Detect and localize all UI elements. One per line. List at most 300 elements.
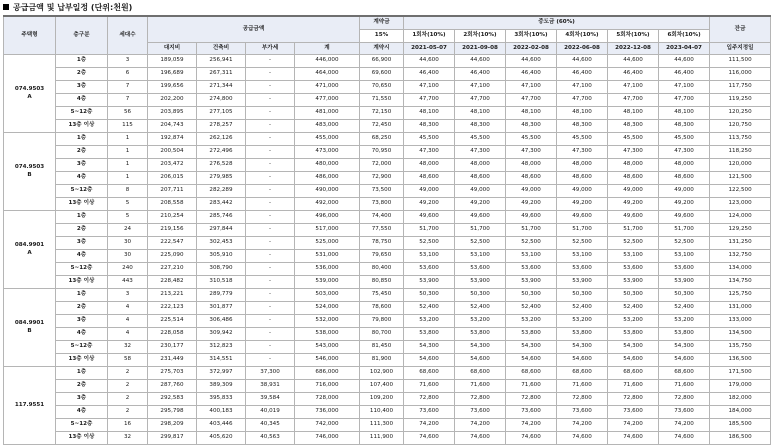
table-cell: 496,000 (295, 211, 360, 224)
table-cell: 48,000 (455, 159, 506, 172)
table-cell: 531,000 (295, 250, 360, 263)
table-cell: 267,311 (197, 68, 246, 81)
table-cell: 45,500 (608, 133, 659, 146)
table-cell: 115 (108, 120, 148, 133)
table-cell: 53,900 (557, 276, 608, 289)
table-cell: 45,500 (455, 133, 506, 146)
table-cell: 477,000 (295, 94, 360, 107)
table-row (4, 393, 771, 406)
floor-cell: 4층 (56, 250, 108, 263)
table-cell: 121,500 (710, 172, 771, 185)
unit-type-code: 074.9503 (14, 163, 45, 170)
table-cell: - (246, 198, 295, 211)
table-cell: 4 (108, 315, 148, 328)
header-deposit-when: 계약시 (360, 43, 404, 55)
table-cell: 120,000 (710, 159, 771, 172)
table-cell: 69,600 (360, 68, 404, 81)
table-cell: - (246, 55, 295, 68)
table-cell: 72,800 (404, 393, 455, 406)
table-cell: 68,600 (455, 367, 506, 380)
table-cell: 400,183 (197, 406, 246, 419)
table-cell: 314,551 (197, 354, 246, 367)
table-row (4, 146, 771, 159)
header-interim-date-2: 2021-09-08 (455, 43, 506, 55)
table-cell: 275,703 (148, 367, 197, 380)
table-cell: 274,800 (197, 94, 246, 107)
table-cell: 262,126 (197, 133, 246, 146)
table-cell: 72,150 (360, 107, 404, 120)
table-cell: 68,600 (659, 367, 710, 380)
unit-type-code: 084.9901 (14, 241, 45, 248)
unit-type-variant: A (27, 249, 32, 256)
table-cell: 54,300 (659, 341, 710, 354)
table-cell: 54,300 (557, 341, 608, 354)
table-cell: 490,000 (295, 185, 360, 198)
table-cell: 46,400 (455, 68, 506, 81)
floor-cell: 13층 이상 (56, 432, 108, 445)
table-cell: 40,019 (246, 406, 295, 419)
header-deposit-pct: 15% (360, 30, 404, 43)
table-cell: 7 (108, 94, 148, 107)
table-cell: 49,200 (455, 198, 506, 211)
table-cell: 47,100 (455, 81, 506, 94)
table-row (4, 354, 771, 367)
table-cell: 72,450 (360, 120, 404, 133)
table-cell: 73,500 (360, 185, 404, 198)
table-cell: 536,000 (295, 263, 360, 276)
table-cell: 50,300 (659, 289, 710, 302)
table-cell: 111,900 (360, 432, 404, 445)
table-cell: 54,300 (608, 341, 659, 354)
table-cell: 395,833 (197, 393, 246, 406)
table-cell: 49,600 (659, 211, 710, 224)
table-cell: 46,400 (557, 68, 608, 81)
table-cell: 524,000 (295, 302, 360, 315)
table-cell: 208,558 (148, 198, 197, 211)
table-cell: 54,300 (455, 341, 506, 354)
table-cell: 52,400 (659, 302, 710, 315)
unit-type-variant: B (27, 171, 32, 178)
table-cell: 53,800 (455, 328, 506, 341)
table-cell: 53,800 (506, 328, 557, 341)
table-cell: 53,600 (455, 263, 506, 276)
table-cell: 51,700 (506, 224, 557, 237)
table-cell: 4 (108, 328, 148, 341)
table-cell: 481,000 (295, 107, 360, 120)
table-cell: 312,823 (197, 341, 246, 354)
unit-type-cell (4, 367, 56, 445)
table-cell: 736,000 (295, 406, 360, 419)
table-cell: 49,000 (455, 185, 506, 198)
header-interim: 중도금 (60%) (404, 16, 710, 30)
table-cell: 47,100 (506, 81, 557, 94)
table-cell: 196,689 (148, 68, 197, 81)
floor-cell: 5~12층 (56, 263, 108, 276)
table-cell: 54,600 (404, 354, 455, 367)
table-cell: 539,000 (295, 276, 360, 289)
table-cell: 80,700 (360, 328, 404, 341)
table-cell: 443 (108, 276, 148, 289)
floor-cell: 4층 (56, 328, 108, 341)
header-type: 주택형 (4, 16, 56, 55)
table-cell: 37,300 (246, 367, 295, 380)
header-interim-round-6: 6회차(10%) (659, 30, 710, 43)
table-cell: 53,200 (404, 315, 455, 328)
table-cell: 47,700 (608, 94, 659, 107)
table-cell: 49,600 (404, 211, 455, 224)
table-cell: 119,250 (710, 94, 771, 107)
table-row (4, 289, 771, 302)
table-cell: 44,600 (557, 55, 608, 68)
unit-type-code: 074.9503 (14, 85, 45, 92)
table-cell: 48,300 (557, 120, 608, 133)
floor-cell: 1층 (56, 133, 108, 146)
table-cell: 189,059 (148, 55, 197, 68)
table-cell: 53,100 (455, 250, 506, 263)
table-cell: 44,600 (404, 55, 455, 68)
table-cell: 207,711 (148, 185, 197, 198)
table-cell: - (246, 94, 295, 107)
floor-cell: 2층 (56, 380, 108, 393)
table-cell: - (246, 133, 295, 146)
table-cell: 136,500 (710, 354, 771, 367)
table-cell: 285,746 (197, 211, 246, 224)
table-row (4, 315, 771, 328)
table-cell: 278,257 (197, 120, 246, 133)
table-cell: 16 (108, 419, 148, 432)
table-cell: - (246, 159, 295, 172)
table-cell: 54,600 (506, 354, 557, 367)
table-cell: 48,600 (404, 172, 455, 185)
table-cell: 480,000 (295, 159, 360, 172)
table-cell: 47,300 (506, 146, 557, 159)
table-row (4, 302, 771, 315)
floor-cell: 3층 (56, 237, 108, 250)
table-row (4, 94, 771, 107)
table-cell: 301,877 (197, 302, 246, 315)
table-cell: 48,100 (608, 107, 659, 120)
table-cell: 54,600 (608, 354, 659, 367)
table-cell: 186,500 (710, 432, 771, 445)
table-cell: 240 (108, 263, 148, 276)
table-cell: 2 (108, 380, 148, 393)
table-cell: 282,289 (197, 185, 246, 198)
table-cell: 46,400 (404, 68, 455, 81)
table-cell: 79,800 (360, 315, 404, 328)
table-cell: 202,200 (148, 94, 197, 107)
table-cell: 68,600 (404, 367, 455, 380)
table-cell: 48,000 (506, 159, 557, 172)
table-cell: - (246, 302, 295, 315)
table-cell: 53,600 (659, 263, 710, 276)
table-cell: - (246, 68, 295, 81)
table-cell: 48,000 (659, 159, 710, 172)
table-cell: 3 (108, 289, 148, 302)
table-cell: 48,300 (608, 120, 659, 133)
floor-cell: 13층 이상 (56, 198, 108, 211)
floor-cell: 1층 (56, 289, 108, 302)
header-interim-date-4: 2022-06-08 (557, 43, 608, 55)
table-cell: 203,472 (148, 159, 197, 172)
table-cell: 73,600 (455, 406, 506, 419)
header-interim-date-5: 2022-12-08 (608, 43, 659, 55)
unit-type-variant: A (27, 93, 32, 100)
table-cell: 3 (108, 55, 148, 68)
table-cell: 52,400 (608, 302, 659, 315)
table-cell: 49,600 (608, 211, 659, 224)
table-row (4, 185, 771, 198)
table-cell: 48,600 (455, 172, 506, 185)
table-cell: 72,800 (506, 393, 557, 406)
table-cell: 74,600 (659, 432, 710, 445)
table-cell: 49,200 (506, 198, 557, 211)
table-cell: 49,000 (404, 185, 455, 198)
table-cell: 78,600 (360, 302, 404, 315)
table-cell: 72,800 (557, 393, 608, 406)
page-title (0, 0, 773, 15)
table-cell: 455,000 (295, 133, 360, 146)
table-cell: 44,600 (455, 55, 506, 68)
table-cell: 1 (108, 159, 148, 172)
table-cell: 48,300 (404, 120, 455, 133)
header-interim-date-1: 2021-05-07 (404, 43, 455, 55)
table-cell: 222,123 (148, 302, 197, 315)
table-cell: 131,250 (710, 237, 771, 250)
table-cell: 80,400 (360, 263, 404, 276)
table-cell: 44,600 (659, 55, 710, 68)
table-cell: 77,550 (360, 224, 404, 237)
table-row (4, 328, 771, 341)
table-cell: 48,600 (608, 172, 659, 185)
table-cell: 129,250 (710, 224, 771, 237)
table-row (4, 68, 771, 81)
table-cell: 48,100 (455, 107, 506, 120)
table-cell: 49,200 (557, 198, 608, 211)
floor-cell: 5~12층 (56, 107, 108, 120)
floor-cell: 2층 (56, 302, 108, 315)
table-cell: 38,931 (246, 380, 295, 393)
table-cell: 74,200 (404, 419, 455, 432)
floor-cell: 3층 (56, 81, 108, 94)
table-cell: 48,000 (404, 159, 455, 172)
table-cell: 50,300 (404, 289, 455, 302)
table-cell: 116,000 (710, 68, 771, 81)
floor-cell: 4층 (56, 172, 108, 185)
table-cell: 49,600 (557, 211, 608, 224)
table-cell: 47,700 (659, 94, 710, 107)
header-interim-date-3: 2022-02-08 (506, 43, 557, 55)
table-cell: 110,400 (360, 406, 404, 419)
table-cell: 446,000 (295, 55, 360, 68)
table-cell: 171,500 (710, 367, 771, 380)
table-cell: 199,656 (148, 81, 197, 94)
table-cell: 53,100 (506, 250, 557, 263)
table-cell: 225,514 (148, 315, 197, 328)
table-cell: 133,000 (710, 315, 771, 328)
table-cell: 79,650 (360, 250, 404, 263)
table-cell: 131,000 (710, 302, 771, 315)
table-cell: 123,000 (710, 198, 771, 211)
table-cell: 7 (108, 81, 148, 94)
table-cell: 47,300 (557, 146, 608, 159)
table-cell: 68,600 (557, 367, 608, 380)
table-cell: 73,600 (659, 406, 710, 419)
table-row (4, 237, 771, 250)
table-cell: 50,300 (455, 289, 506, 302)
header-interim-round-4: 4회차(10%) (557, 30, 608, 43)
table-cell: 53,200 (506, 315, 557, 328)
table-cell: 32 (108, 432, 148, 445)
table-cell: 309,942 (197, 328, 246, 341)
floor-cell: 3층 (56, 159, 108, 172)
table-cell: 70,950 (360, 146, 404, 159)
table-row (4, 276, 771, 289)
header-balance-when: 입주지정일 (710, 43, 771, 55)
table-cell: 66,900 (360, 55, 404, 68)
floor-cell: 13층 이상 (56, 354, 108, 367)
table-cell: 74,600 (404, 432, 455, 445)
unit-type-cell (4, 133, 56, 211)
table-cell: 231,449 (148, 354, 197, 367)
table-cell: - (246, 250, 295, 263)
table-cell: 109,200 (360, 393, 404, 406)
table-cell: 464,000 (295, 68, 360, 81)
table-cell: 44,600 (608, 55, 659, 68)
table-cell: 525,000 (295, 237, 360, 250)
table-cell: 51,700 (404, 224, 455, 237)
table-cell: 50,300 (506, 289, 557, 302)
table-cell: 306,486 (197, 315, 246, 328)
table-cell: 47,100 (608, 81, 659, 94)
table-cell: - (246, 237, 295, 250)
page-title-text: 공급금액 및 납부일정 (단위:천원) (13, 3, 133, 12)
floor-cell: 2층 (56, 68, 108, 81)
header-land: 대지비 (148, 43, 197, 55)
table-cell: 48,100 (404, 107, 455, 120)
table-cell: 122,500 (710, 185, 771, 198)
table-cell: 228,058 (148, 328, 197, 341)
table-cell: 227,210 (148, 263, 197, 276)
table-cell: 53,900 (659, 276, 710, 289)
table-cell: 72,000 (360, 159, 404, 172)
square-bullet-icon (3, 4, 9, 10)
table-cell: 44,600 (506, 55, 557, 68)
header-interim-round-2: 2회차(10%) (455, 30, 506, 43)
table-cell: 210,254 (148, 211, 197, 224)
table-cell: 47,300 (608, 146, 659, 159)
header-deposit: 계약금 (360, 16, 404, 30)
table-cell: 81,450 (360, 341, 404, 354)
table-cell: 73,600 (557, 406, 608, 419)
table-cell: 53,800 (557, 328, 608, 341)
floor-cell: 1층 (56, 367, 108, 380)
table-cell: - (246, 354, 295, 367)
table-cell: 52,400 (557, 302, 608, 315)
header-building: 건축비 (197, 43, 246, 55)
table-cell: 50,300 (608, 289, 659, 302)
table-cell: 47,100 (557, 81, 608, 94)
table-cell: 204,743 (148, 120, 197, 133)
floor-cell: 13층 이상 (56, 276, 108, 289)
table-cell: 30 (108, 237, 148, 250)
table-cell: 538,000 (295, 328, 360, 341)
header-interim-date-6: 2023-04-07 (659, 43, 710, 55)
table-cell: 5 (108, 198, 148, 211)
table-cell: 56 (108, 107, 148, 120)
table-cell: 230,177 (148, 341, 197, 354)
table-cell: 222,547 (148, 237, 197, 250)
table-cell: 120,250 (710, 107, 771, 120)
table-cell: 134,000 (710, 263, 771, 276)
table-cell: 517,000 (295, 224, 360, 237)
floor-cell: 5~12층 (56, 185, 108, 198)
table-cell: 1 (108, 146, 148, 159)
table-cell: 74,200 (659, 419, 710, 432)
table-cell: 52,500 (659, 237, 710, 250)
table-cell: 52,500 (608, 237, 659, 250)
table-cell: - (246, 107, 295, 120)
unit-type-cell (4, 211, 56, 289)
table-cell: 45,500 (659, 133, 710, 146)
table-cell: 51,700 (557, 224, 608, 237)
header-total: 계 (295, 43, 360, 55)
table-cell: 297,844 (197, 224, 246, 237)
table-cell: 473,000 (295, 146, 360, 159)
table-cell: 182,000 (710, 393, 771, 406)
unit-type-cell (4, 55, 56, 133)
table-cell: 45,500 (506, 133, 557, 146)
table-cell: 134,750 (710, 276, 771, 289)
header-vat: 부가세 (246, 43, 295, 55)
unit-type-code: 117.9551 (14, 401, 45, 408)
table-cell: 53,800 (659, 328, 710, 341)
supply-price-table (3, 15, 771, 445)
table-cell: 107,400 (360, 380, 404, 393)
table-cell: 134,500 (710, 328, 771, 341)
unit-type-code: 084.9901 (14, 319, 45, 326)
table-cell: 118,250 (710, 146, 771, 159)
table-cell: 48,100 (506, 107, 557, 120)
table-row (4, 432, 771, 445)
table-cell: 45,500 (557, 133, 608, 146)
floor-cell: 1층 (56, 211, 108, 224)
table-cell: 48,600 (506, 172, 557, 185)
table-cell: 686,000 (295, 367, 360, 380)
table-cell: 32 (108, 341, 148, 354)
table-cell: 47,300 (659, 146, 710, 159)
table-cell: 6 (108, 68, 148, 81)
table-cell: 39,584 (246, 393, 295, 406)
table-cell: - (246, 276, 295, 289)
table-row (4, 133, 771, 146)
table-cell: 403,446 (197, 419, 246, 432)
header-interim-round-5: 5회차(10%) (608, 30, 659, 43)
table-cell: 51,700 (455, 224, 506, 237)
table-cell: 228,482 (148, 276, 197, 289)
table-cell: 71,600 (455, 380, 506, 393)
table-cell: 2 (108, 393, 148, 406)
table-cell: - (246, 146, 295, 159)
table-cell: - (246, 81, 295, 94)
table-cell: 53,800 (404, 328, 455, 341)
table-cell: 728,000 (295, 393, 360, 406)
table-cell: 74,200 (506, 419, 557, 432)
table-cell: 111,300 (360, 419, 404, 432)
table-cell: 74,600 (557, 432, 608, 445)
table-cell: 185,500 (710, 419, 771, 432)
table-cell: 49,600 (455, 211, 506, 224)
table-cell: - (246, 120, 295, 133)
